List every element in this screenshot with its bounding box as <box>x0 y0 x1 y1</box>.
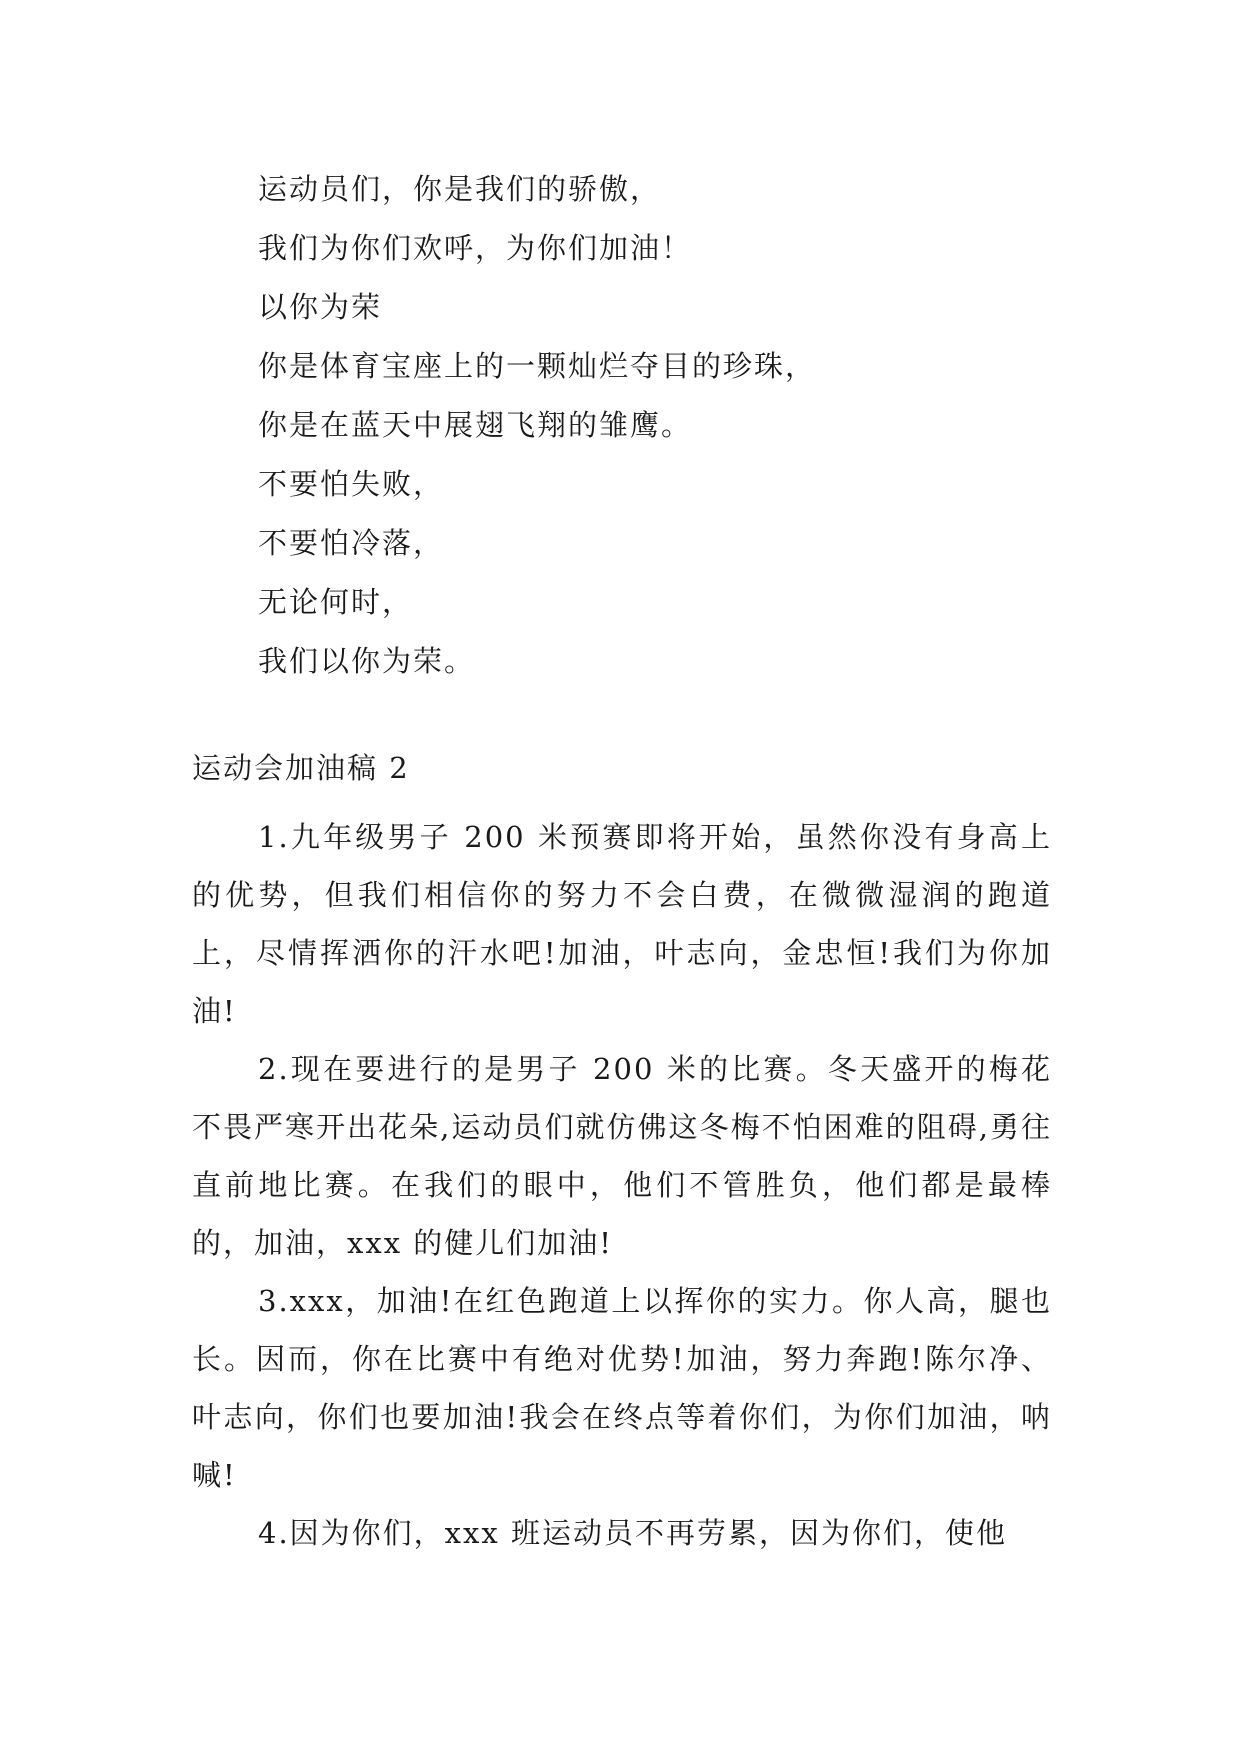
paragraph-1: 1.九年级男子 200 米预赛即将开始，虽然你没有身高上的优势，但我们相信你的努力不会白费，在微微湿润的跑道上，尽情挥洒你的汗水吧!加油，叶志向，金忠恒!我们为你加油! <box>192 820 1052 1028</box>
poem-line: 你是在蓝天中展翅飞翔的雏鹰。 <box>258 408 693 442</box>
poem-block <box>258 160 1118 691</box>
section-title: 运动会加油稿 2 <box>192 751 410 785</box>
poem-line: 我们为你们欢呼，为你们加油！ <box>258 231 693 265</box>
poem-line: 你是体育宝座上的一颗灿烂夺目的珍珠， <box>258 349 817 383</box>
article-body <box>192 808 1052 1562</box>
poem-line: 运动员们，你是我们的骄傲， <box>258 172 662 206</box>
poem-line: 不要怕冷落， <box>258 526 445 560</box>
paragraph-4: 4.因为你们，xxx 班运动员不再劳累，因为你们，使他 <box>258 1516 1007 1550</box>
paragraph-2: 2.现在要进行的是男子 200 米的比赛。冬天盛开的梅花不畏严寒开出花朵,运动员们就仿佛这冬梅不怕困难的阻碍,勇往直前地比赛。在我们的眼中，他们不管胜负，他们都是最棒的，加油，xxx 的健儿们加油! <box>192 1052 1052 1260</box>
poem-line: 以你为荣 <box>258 290 383 324</box>
poem-line: 我们以你为荣。 <box>258 644 476 678</box>
poem-line: 不要怕失败， <box>258 467 445 501</box>
poem-line: 无论何时， <box>258 585 414 619</box>
paragraph-3: 3.xxx，加油!在红色跑道上以挥你的实力。你人高，腿也长。因而，你在比赛中有绝对优势!加油，努力奔跑!陈尔净、叶志向，你们也要加油!我会在终点等着你们，为你们加油，呐喊! <box>192 1284 1052 1492</box>
